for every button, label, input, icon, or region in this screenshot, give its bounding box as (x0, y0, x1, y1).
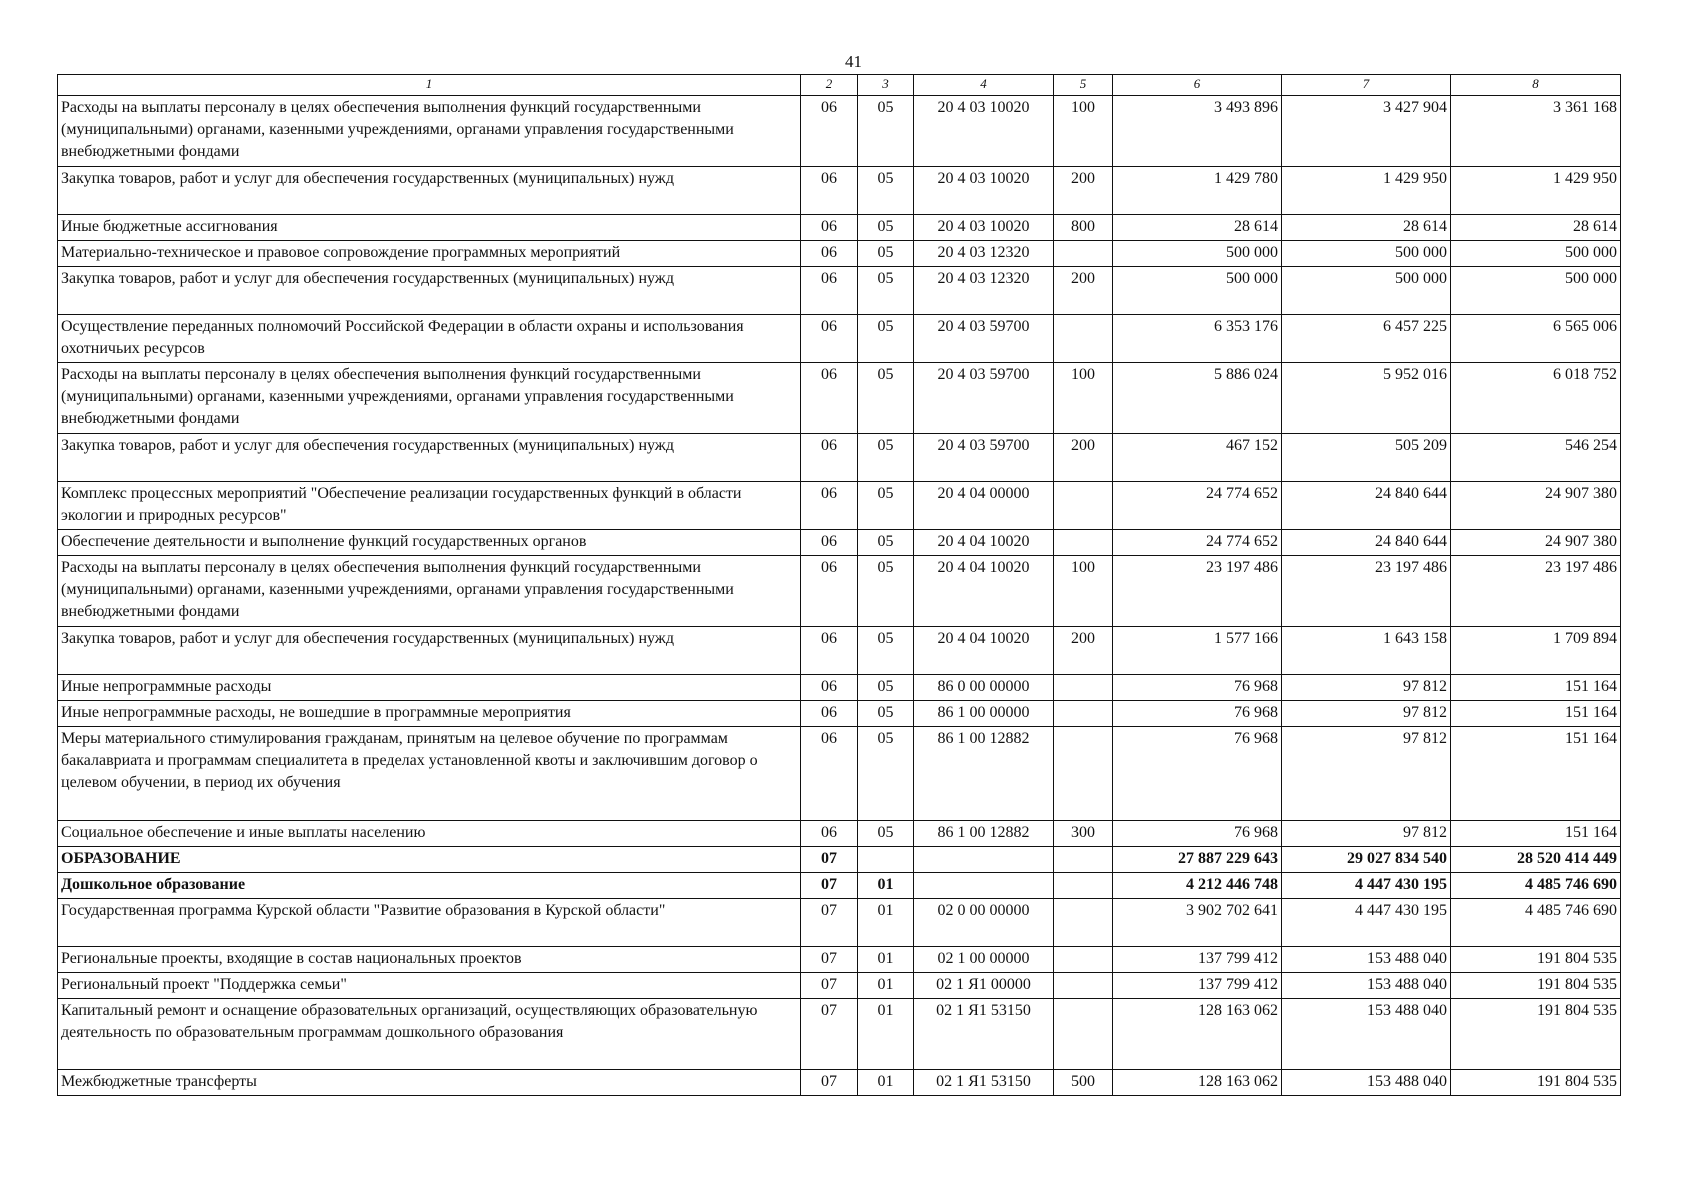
expense-name-cell: Осуществление переданных полномочий Российской Федерации в области охраны и использования охотничьих ресурсов (58, 315, 801, 363)
target-article-cell (914, 873, 1054, 899)
amount-col6-cell: 76 968 (1113, 821, 1282, 847)
section-code-cell: 07 (801, 847, 858, 873)
target-article-cell: 20 4 03 12320 (914, 241, 1054, 267)
amount-col8-cell: 500 000 (1451, 241, 1621, 267)
table-row (58, 821, 1621, 847)
amount-col8-cell: 4 485 746 690 (1451, 873, 1621, 899)
expense-name-cell: Межбюджетные трансферты (58, 1070, 801, 1096)
subsection-code-cell: 05 (858, 727, 914, 821)
section-code-cell: 06 (801, 821, 858, 847)
expense-type-cell (1054, 899, 1113, 947)
amount-col7-cell: 153 488 040 (1282, 947, 1451, 973)
target-article-cell: 86 1 00 00000 (914, 701, 1054, 727)
section-code-cell: 06 (801, 556, 858, 627)
section-code-cell: 07 (801, 973, 858, 999)
amount-col8-cell: 191 804 535 (1451, 973, 1621, 999)
expense-type-cell: 300 (1054, 821, 1113, 847)
amount-col7-cell: 24 840 644 (1282, 482, 1451, 530)
amount-col8-cell: 151 164 (1451, 701, 1621, 727)
column-header: 7 (1282, 75, 1451, 96)
subsection-code-cell: 05 (858, 315, 914, 363)
expense-name-cell: Комплекс процессных мероприятий "Обеспечение реализации государственных функций в области экологии и природных ресурсов" (58, 482, 801, 530)
expense-type-cell (1054, 482, 1113, 530)
page-number: 41 (845, 52, 862, 71)
amount-col8-cell: 151 164 (1451, 675, 1621, 701)
expense-type-cell (1054, 727, 1113, 821)
subsection-code-cell: 01 (858, 999, 914, 1070)
table-row (58, 999, 1621, 1070)
section-code-cell: 06 (801, 434, 858, 482)
subsection-code-cell: 05 (858, 556, 914, 627)
amount-col7-cell: 153 488 040 (1282, 973, 1451, 999)
amount-col8-cell: 191 804 535 (1451, 999, 1621, 1070)
amount-col6-cell: 4 212 446 748 (1113, 873, 1282, 899)
amount-col7-cell: 505 209 (1282, 434, 1451, 482)
expense-name-cell: Иные бюджетные ассигнования (58, 215, 801, 241)
subsection-code-cell (858, 847, 914, 873)
section-code-cell: 06 (801, 315, 858, 363)
section-code-cell: 07 (801, 999, 858, 1070)
expense-type-cell: 200 (1054, 167, 1113, 215)
amount-col6-cell: 500 000 (1113, 267, 1282, 315)
column-header: 6 (1113, 75, 1282, 96)
amount-col6-cell: 76 968 (1113, 727, 1282, 821)
table-row (58, 627, 1621, 675)
expense-type-cell (1054, 847, 1113, 873)
subsection-code-cell: 05 (858, 267, 914, 315)
amount-col8-cell: 151 164 (1451, 727, 1621, 821)
section-code-cell: 06 (801, 701, 858, 727)
subsection-code-cell: 05 (858, 215, 914, 241)
target-article-cell: 02 1 00 00000 (914, 947, 1054, 973)
section-code-cell: 06 (801, 215, 858, 241)
column-header: 8 (1451, 75, 1621, 96)
expense-type-cell (1054, 241, 1113, 267)
expense-type-cell (1054, 999, 1113, 1070)
table-row (58, 96, 1621, 167)
amount-col7-cell: 6 457 225 (1282, 315, 1451, 363)
amount-col7-cell: 500 000 (1282, 267, 1451, 315)
subsection-code-cell: 05 (858, 241, 914, 267)
table-row (58, 315, 1621, 363)
amount-col8-cell: 191 804 535 (1451, 947, 1621, 973)
table-row (58, 215, 1621, 241)
subsection-code-cell: 05 (858, 482, 914, 530)
table-row (58, 530, 1621, 556)
target-article-cell: 20 4 03 59700 (914, 434, 1054, 482)
amount-col7-cell: 1 429 950 (1282, 167, 1451, 215)
column-header: 5 (1054, 75, 1113, 96)
amount-col8-cell: 1 429 950 (1451, 167, 1621, 215)
expense-type-cell: 500 (1054, 1070, 1113, 1096)
expense-type-cell: 200 (1054, 627, 1113, 675)
target-article-cell: 20 4 03 10020 (914, 167, 1054, 215)
section-code-cell: 07 (801, 899, 858, 947)
table-row (58, 267, 1621, 315)
table-row (58, 701, 1621, 727)
section-code-cell: 07 (801, 947, 858, 973)
table-body (58, 96, 1621, 1096)
expense-name-cell: Государственная программа Курской области "Развитие образования в Курской области" (58, 899, 801, 947)
expense-type-cell: 200 (1054, 434, 1113, 482)
expense-type-cell: 200 (1054, 267, 1113, 315)
amount-col8-cell: 28 520 414 449 (1451, 847, 1621, 873)
amount-col6-cell: 24 774 652 (1113, 482, 1282, 530)
section-code-cell: 06 (801, 530, 858, 556)
amount-col8-cell: 1 709 894 (1451, 627, 1621, 675)
target-article-cell: 86 0 00 00000 (914, 675, 1054, 701)
amount-col6-cell: 3 493 896 (1113, 96, 1282, 167)
subsection-code-cell: 01 (858, 973, 914, 999)
amount-col7-cell: 97 812 (1282, 821, 1451, 847)
amount-col7-cell: 97 812 (1282, 701, 1451, 727)
expense-type-cell (1054, 973, 1113, 999)
section-code-cell: 06 (801, 96, 858, 167)
expense-type-cell (1054, 873, 1113, 899)
subsection-code-cell: 05 (858, 96, 914, 167)
amount-col8-cell: 28 614 (1451, 215, 1621, 241)
subsection-code-cell: 05 (858, 701, 914, 727)
table-row (58, 873, 1621, 899)
table-row (58, 675, 1621, 701)
target-article-cell (914, 847, 1054, 873)
target-article-cell: 20 4 03 59700 (914, 315, 1054, 363)
amount-col6-cell: 467 152 (1113, 434, 1282, 482)
amount-col7-cell: 97 812 (1282, 675, 1451, 701)
amount-col8-cell: 6 565 006 (1451, 315, 1621, 363)
target-article-cell: 86 1 00 12882 (914, 821, 1054, 847)
expense-name-cell: Материально-техническое и правовое сопровождение программных мероприятий (58, 241, 801, 267)
target-article-cell: 20 4 04 10020 (914, 627, 1054, 675)
table-row (58, 434, 1621, 482)
expense-name-cell: Социальное обеспечение и иные выплаты населению (58, 821, 801, 847)
amount-col7-cell: 28 614 (1282, 215, 1451, 241)
amount-col8-cell: 4 485 746 690 (1451, 899, 1621, 947)
expense-name-cell: Расходы на выплаты персоналу в целях обеспечения выполнения функций государственными (муниципальными) органами, казенными учреждениями, органами управления государственными внебюджетными фондами (58, 96, 801, 167)
amount-col7-cell: 29 027 834 540 (1282, 847, 1451, 873)
expense-type-cell: 100 (1054, 363, 1113, 434)
amount-col7-cell: 97 812 (1282, 727, 1451, 821)
amount-col8-cell: 23 197 486 (1451, 556, 1621, 627)
target-article-cell: 20 4 03 10020 (914, 96, 1054, 167)
amount-col8-cell: 6 018 752 (1451, 363, 1621, 434)
amount-col7-cell: 153 488 040 (1282, 999, 1451, 1070)
subsection-code-cell: 01 (858, 947, 914, 973)
target-article-cell: 02 0 00 00000 (914, 899, 1054, 947)
amount-col6-cell: 76 968 (1113, 675, 1282, 701)
amount-col6-cell: 500 000 (1113, 241, 1282, 267)
column-header: 1 (58, 75, 801, 96)
expense-name-cell: Обеспечение деятельности и выполнение функций государственных органов (58, 530, 801, 556)
table-row (58, 847, 1621, 873)
amount-col8-cell: 3 361 168 (1451, 96, 1621, 167)
table-row (58, 167, 1621, 215)
section-code-cell: 07 (801, 1070, 858, 1096)
expense-type-cell (1054, 701, 1113, 727)
amount-col7-cell: 153 488 040 (1282, 1070, 1451, 1096)
table-row (58, 556, 1621, 627)
section-code-cell: 06 (801, 627, 858, 675)
expense-type-cell (1054, 675, 1113, 701)
expense-name-cell: Капитальный ремонт и оснащение образовательных организаций, осуществляющих образовательную деятельность по образовательным программам дошкольного образования (58, 999, 801, 1070)
amount-col6-cell: 128 163 062 (1113, 1070, 1282, 1096)
expense-name-cell: Меры материального стимулирования гражданам, принятым на целевое обучение по программам бакалавриата и программам специалитета в пределах установленной квоты и заключившим договор о целевом обучении, в период их обучения (58, 727, 801, 821)
amount-col6-cell: 137 799 412 (1113, 947, 1282, 973)
column-header: 3 (858, 75, 914, 96)
amount-col8-cell: 500 000 (1451, 267, 1621, 315)
amount-col6-cell: 1 577 166 (1113, 627, 1282, 675)
amount-col8-cell: 24 907 380 (1451, 530, 1621, 556)
subsection-code-cell: 05 (858, 530, 914, 556)
amount-col6-cell: 6 353 176 (1113, 315, 1282, 363)
expense-name-cell: Закупка товаров, работ и услуг для обеспечения государственных (муниципальных) нужд (58, 627, 801, 675)
subsection-code-cell: 01 (858, 899, 914, 947)
amount-col7-cell: 4 447 430 195 (1282, 873, 1451, 899)
section-code-cell: 06 (801, 363, 858, 434)
expense-type-cell (1054, 530, 1113, 556)
amount-col6-cell: 137 799 412 (1113, 973, 1282, 999)
table-row (58, 899, 1621, 947)
target-article-cell: 20 4 04 10020 (914, 556, 1054, 627)
table-row (58, 482, 1621, 530)
section-code-cell: 06 (801, 482, 858, 530)
expense-name-cell: Закупка товаров, работ и услуг для обеспечения государственных (муниципальных) нужд (58, 434, 801, 482)
section-code-cell: 06 (801, 241, 858, 267)
amount-col7-cell: 500 000 (1282, 241, 1451, 267)
table-row (58, 973, 1621, 999)
table-row (58, 363, 1621, 434)
amount-col6-cell: 5 886 024 (1113, 363, 1282, 434)
expense-type-cell (1054, 947, 1113, 973)
amount-col8-cell: 546 254 (1451, 434, 1621, 482)
amount-col8-cell: 24 907 380 (1451, 482, 1621, 530)
subsection-code-cell: 05 (858, 627, 914, 675)
target-article-cell: 20 4 04 00000 (914, 482, 1054, 530)
subsection-code-cell: 05 (858, 363, 914, 434)
expense-type-cell: 100 (1054, 96, 1113, 167)
section-code-cell: 06 (801, 675, 858, 701)
amount-col7-cell: 23 197 486 (1282, 556, 1451, 627)
subsection-code-cell: 05 (858, 675, 914, 701)
table-row (58, 727, 1621, 821)
expense-name-cell: Иные непрограммные расходы, не вошедшие в программные мероприятия (58, 701, 801, 727)
subsection-code-cell: 01 (858, 1070, 914, 1096)
amount-col6-cell: 3 902 702 641 (1113, 899, 1282, 947)
amount-col7-cell: 1 643 158 (1282, 627, 1451, 675)
expense-name-cell: Закупка товаров, работ и услуг для обеспечения государственных (муниципальных) нужд (58, 267, 801, 315)
subsection-code-cell: 05 (858, 167, 914, 215)
expense-name-cell: Региональные проекты, входящие в состав национальных проектов (58, 947, 801, 973)
target-article-cell: 02 1 Я1 53150 (914, 999, 1054, 1070)
column-header: 2 (801, 75, 858, 96)
amount-col6-cell: 23 197 486 (1113, 556, 1282, 627)
subsection-code-cell: 01 (858, 873, 914, 899)
expense-name-cell: Закупка товаров, работ и услуг для обеспечения государственных (муниципальных) нужд (58, 167, 801, 215)
amount-col7-cell: 5 952 016 (1282, 363, 1451, 434)
amount-col7-cell: 4 447 430 195 (1282, 899, 1451, 947)
expense-name-cell: ОБРАЗОВАНИЕ (58, 847, 801, 873)
target-article-cell: 02 1 Я1 53150 (914, 1070, 1054, 1096)
target-article-cell: 20 4 03 10020 (914, 215, 1054, 241)
budget-table (57, 74, 1621, 1096)
table-row (58, 241, 1621, 267)
expense-type-cell: 800 (1054, 215, 1113, 241)
expense-type-cell: 100 (1054, 556, 1113, 627)
target-article-cell: 20 4 04 10020 (914, 530, 1054, 556)
expense-name-cell: Расходы на выплаты персоналу в целях обеспечения выполнения функций государственными (муниципальными) органами, казенными учреждениями, органами управления государственными внебюджетными фондами (58, 556, 801, 627)
expense-name-cell: Иные непрограммные расходы (58, 675, 801, 701)
amount-col6-cell: 76 968 (1113, 701, 1282, 727)
target-article-cell: 86 1 00 12882 (914, 727, 1054, 821)
subsection-code-cell: 05 (858, 821, 914, 847)
table-row (58, 947, 1621, 973)
section-code-cell: 06 (801, 727, 858, 821)
target-article-cell: 20 4 03 59700 (914, 363, 1054, 434)
expense-name-cell: Региональный проект "Поддержка семьи" (58, 973, 801, 999)
expense-type-cell (1054, 315, 1113, 363)
expense-name-cell: Дошкольное образование (58, 873, 801, 899)
target-article-cell: 02 1 Я1 00000 (914, 973, 1054, 999)
amount-col7-cell: 24 840 644 (1282, 530, 1451, 556)
amount-col8-cell: 191 804 535 (1451, 1070, 1621, 1096)
column-header: 4 (914, 75, 1054, 96)
target-article-cell: 20 4 03 12320 (914, 267, 1054, 315)
expense-name-cell: Расходы на выплаты персоналу в целях обеспечения выполнения функций государственными (муниципальными) органами, казенными учреждениями, органами управления государственными внебюджетными фондами (58, 363, 801, 434)
amount-col6-cell: 27 887 229 643 (1113, 847, 1282, 873)
section-code-cell: 06 (801, 267, 858, 315)
amount-col6-cell: 1 429 780 (1113, 167, 1282, 215)
section-code-cell: 06 (801, 167, 858, 215)
subsection-code-cell: 05 (858, 434, 914, 482)
section-code-cell: 07 (801, 873, 858, 899)
amount-col6-cell: 24 774 652 (1113, 530, 1282, 556)
column-number-row (58, 75, 1621, 96)
table-row (58, 1070, 1621, 1096)
amount-col7-cell: 3 427 904 (1282, 96, 1451, 167)
amount-col6-cell: 28 614 (1113, 215, 1282, 241)
amount-col8-cell: 151 164 (1451, 821, 1621, 847)
amount-col6-cell: 128 163 062 (1113, 999, 1282, 1070)
